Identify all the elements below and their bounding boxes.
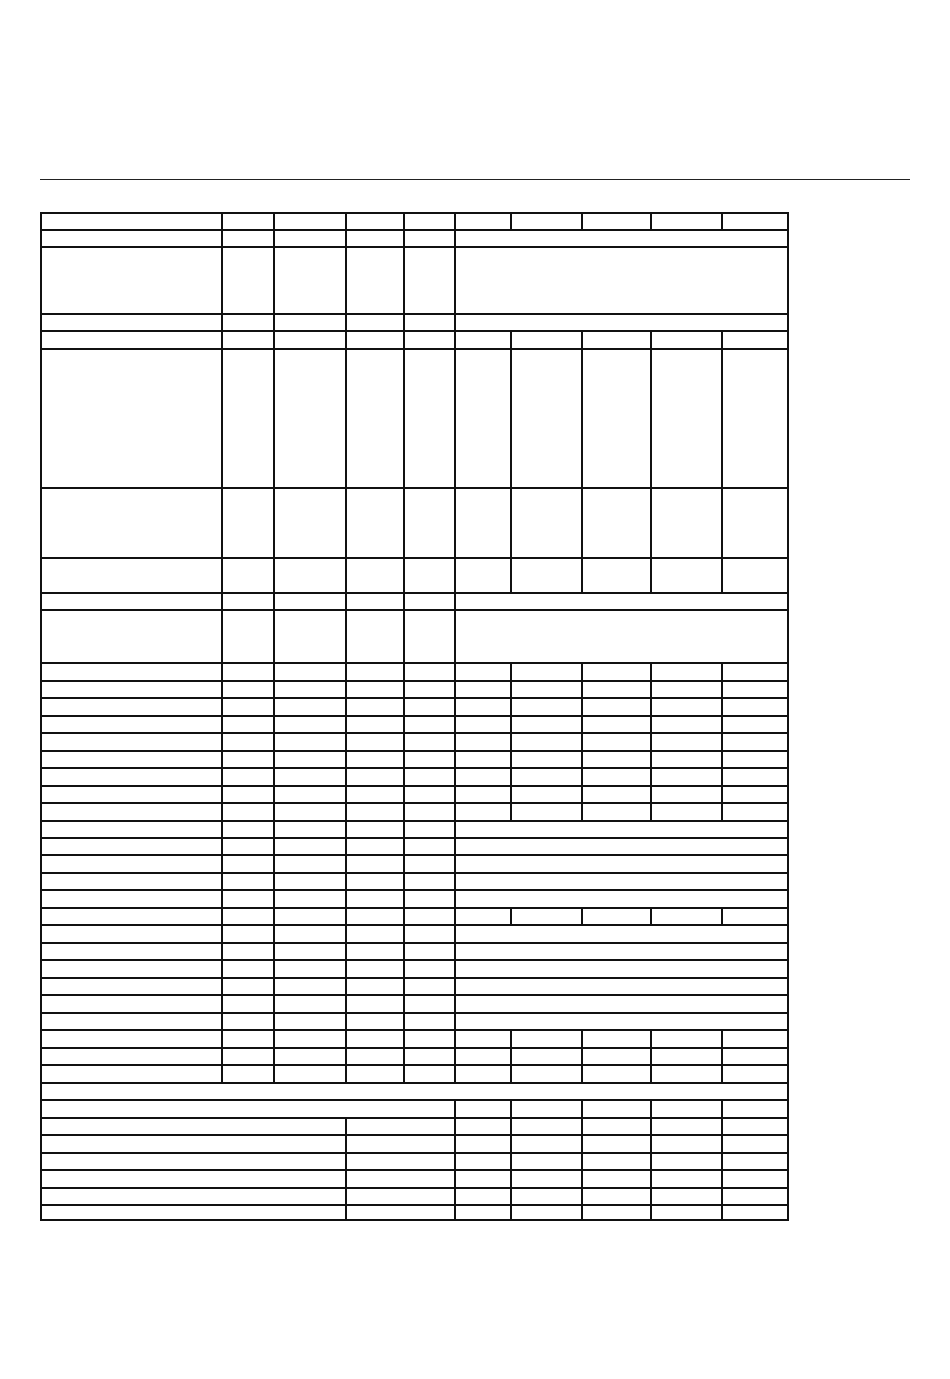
table-row-divider-15 [40,767,787,769]
table-column-divider-6-3 [403,487,405,559]
table-column-divider-7-1 [273,557,275,594]
table-column-divider-25-1 [273,924,275,944]
table-row-divider-24 [40,924,787,926]
table-column-divider-7-5 [510,557,512,594]
table-row-divider-38 [40,1169,787,1171]
table-row-divider-28 [40,994,787,996]
table-column-divider-5-8 [721,348,723,489]
table-column-divider-33-4 [454,1064,456,1084]
table-row-divider-19 [40,837,787,839]
table-row-divider-31 [40,1047,787,1049]
table-column-divider-21-2 [345,854,347,874]
table-column-divider-7-4 [454,557,456,594]
table-row-divider-12 [40,715,787,717]
table-row-divider-16 [40,785,787,787]
table-column-divider-29-4 [454,994,456,1014]
table-column-divider-31-7 [650,1029,652,1049]
table-column-divider-33-1 [273,1064,275,1084]
table-column-divider-16-7 [650,767,652,787]
table-row-divider-26 [40,959,787,961]
table-column-divider-31-8 [721,1029,723,1049]
table-column-divider-40-1 [454,1204,456,1219]
table-column-divider-16-8 [721,767,723,787]
table-column-divider-16-6 [581,767,583,787]
table-column-divider-12-3 [403,697,405,717]
table-column-divider-24-6 [581,907,583,926]
table-row-divider-0 [40,229,787,231]
table-column-divider-40-5 [721,1204,723,1219]
table-column-divider-10-1 [273,662,275,682]
table-column-divider-6-8 [721,487,723,559]
table-column-divider-31-5 [510,1029,512,1049]
table-column-divider-16-2 [345,767,347,787]
table-row-divider-11 [40,697,787,699]
table-column-divider-16-4 [454,767,456,787]
table-column-divider-21-0 [221,854,223,874]
table-column-divider-14-1 [273,732,275,752]
table-column-divider-18-1 [273,802,275,822]
table-row-divider-39 [40,1187,787,1189]
table-column-divider-16-5 [510,767,512,787]
table-column-divider-23-2 [345,889,347,909]
table-row-divider-18 [40,820,787,822]
table-column-divider-36-1 [454,1134,456,1154]
table-row-divider-33 [40,1082,787,1084]
table-column-divider-10-3 [403,662,405,682]
table-column-divider-33-0 [221,1064,223,1084]
table-row-divider-5 [40,487,787,489]
table-column-divider-12-1 [273,697,275,717]
table-column-divider-25-4 [454,924,456,944]
table-column-divider-27-0 [221,959,223,979]
table-column-divider-23-1 [273,889,275,909]
table-column-divider-38-1 [454,1169,456,1189]
table-column-divider-29-1 [273,994,275,1014]
table-column-divider-14-6 [581,732,583,752]
table-column-divider-38-4 [650,1169,652,1189]
table-column-divider-40-4 [650,1204,652,1219]
table-row-divider-10 [40,680,787,682]
table-column-divider-31-6 [581,1029,583,1049]
table-column-divider-9-3 [403,609,405,664]
table-row-divider-1 [40,246,787,248]
table-row-divider-36 [40,1134,787,1136]
table-column-divider-9-1 [273,609,275,664]
table-column-divider-6-7 [650,487,652,559]
table-column-divider-4-3 [403,330,405,350]
table-column-divider-5-7 [650,348,652,489]
table-column-divider-7-6 [581,557,583,594]
table-column-divider-5-1 [273,348,275,489]
table-row-divider-17 [40,802,787,804]
table-column-divider-24-5 [510,907,512,926]
table-column-divider-33-3 [403,1064,405,1084]
table-row-divider-25 [40,942,787,944]
table-column-divider-5-4 [454,348,456,489]
table-row-divider-35 [40,1117,787,1119]
table-column-divider-34-3 [650,1099,652,1119]
table-column-divider-12-0 [221,697,223,717]
table-column-divider-34-0 [454,1099,456,1119]
table-column-divider-38-3 [581,1169,583,1189]
table-column-divider-0-6 [581,212,583,231]
table-column-divider-14-2 [345,732,347,752]
table-column-divider-25-0 [221,924,223,944]
table-column-divider-21-1 [273,854,275,874]
table-column-divider-31-0 [221,1029,223,1049]
table-column-divider-10-8 [721,662,723,682]
table-column-divider-14-3 [403,732,405,752]
table-column-divider-18-3 [403,802,405,822]
table-column-divider-18-0 [221,802,223,822]
table-column-divider-33-5 [510,1064,512,1084]
table-row-divider-2 [40,313,787,315]
table-column-divider-18-6 [581,802,583,822]
table-column-divider-27-3 [403,959,405,979]
table-column-divider-40-3 [581,1204,583,1219]
table-row-divider-7 [40,592,787,594]
table-column-divider-36-3 [581,1134,583,1154]
table-column-divider-5-6 [581,348,583,489]
table-column-divider-18-4 [454,802,456,822]
table-column-divider-14-0 [221,732,223,752]
table-column-divider-18-5 [510,802,512,822]
table-row-divider-3 [40,330,787,332]
table-column-divider-21-3 [403,854,405,874]
table-column-divider-31-2 [345,1029,347,1049]
table-column-divider-16-0 [221,767,223,787]
table-column-divider-7-8 [721,557,723,594]
table-column-divider-34-1 [510,1099,512,1119]
table-column-divider-12-7 [650,697,652,717]
form-table [40,212,789,1220]
table-column-divider-33-7 [650,1064,652,1084]
table-column-divider-29-3 [403,994,405,1014]
table-row-divider-29 [40,1012,787,1014]
table-column-divider-18-2 [345,802,347,822]
table-column-divider-4-0 [221,330,223,350]
table-row-divider-6 [40,557,787,559]
table-column-divider-25-3 [403,924,405,944]
table-row-divider-21 [40,872,787,874]
table-column-divider-36-0 [345,1134,347,1154]
table-column-divider-33-2 [345,1064,347,1084]
table-column-divider-2-3 [403,246,405,315]
table-column-divider-4-7 [650,330,652,350]
table-column-divider-2-2 [345,246,347,315]
table-column-divider-4-5 [510,330,512,350]
table-column-divider-6-4 [454,487,456,559]
table-column-divider-5-3 [403,348,405,489]
table-column-divider-7-0 [221,557,223,594]
table-column-divider-5-0 [221,348,223,489]
table-row-divider-37 [40,1152,787,1154]
table-column-divider-34-2 [581,1099,583,1119]
table-row-divider-20 [40,854,787,856]
table-column-divider-40-2 [510,1204,512,1219]
table-column-divider-9-4 [454,609,456,664]
table-column-divider-38-5 [721,1169,723,1189]
table-column-divider-14-4 [454,732,456,752]
table-column-divider-24-8 [721,907,723,926]
table-row-divider-30 [40,1029,787,1031]
table-column-divider-9-0 [221,609,223,664]
header-rule [40,179,910,180]
table-column-divider-9-2 [345,609,347,664]
table-row-divider-34 [40,1099,787,1101]
table-column-divider-14-7 [650,732,652,752]
table-column-divider-2-4 [454,246,456,315]
table-row-divider-8 [40,609,787,611]
table-row-divider-9 [40,662,787,664]
table-column-divider-4-1 [273,330,275,350]
table-row-divider-27 [40,977,787,979]
table-column-divider-6-5 [510,487,512,559]
table-column-divider-0-5 [510,212,512,231]
table-column-divider-6-6 [581,487,583,559]
table-column-divider-36-2 [510,1134,512,1154]
table-column-divider-5-2 [345,348,347,489]
table-row-divider-14 [40,750,787,752]
table-column-divider-29-0 [221,994,223,1014]
table-row-divider-32 [40,1064,787,1066]
table-column-divider-12-8 [721,697,723,717]
table-row-divider-22 [40,889,787,891]
table-column-divider-12-5 [510,697,512,717]
table-column-divider-34-4 [721,1099,723,1119]
table-column-divider-40-0 [345,1204,347,1219]
table-column-divider-4-6 [581,330,583,350]
table-column-divider-12-2 [345,697,347,717]
table-column-divider-4-4 [454,330,456,350]
table-column-divider-29-2 [345,994,347,1014]
table-column-divider-10-5 [510,662,512,682]
table-column-divider-5-5 [510,348,512,489]
table-column-divider-31-1 [273,1029,275,1049]
table-column-divider-7-3 [403,557,405,594]
table-column-divider-0-8 [721,212,723,231]
table-column-divider-24-7 [650,907,652,926]
table-column-divider-16-1 [273,767,275,787]
table-column-divider-7-2 [345,557,347,594]
table-column-divider-14-8 [721,732,723,752]
table-column-divider-7-7 [650,557,652,594]
table-column-divider-10-2 [345,662,347,682]
table-row-divider-23 [40,907,787,909]
table-column-divider-36-4 [650,1134,652,1154]
table-column-divider-4-8 [721,330,723,350]
table-column-divider-18-7 [650,802,652,822]
table-column-divider-10-6 [581,662,583,682]
table-column-divider-23-4 [454,889,456,909]
table-column-divider-6-2 [345,487,347,559]
table-column-divider-21-4 [454,854,456,874]
table-column-divider-25-2 [345,924,347,944]
table-column-divider-14-5 [510,732,512,752]
table-column-divider-38-0 [345,1169,347,1189]
table-column-divider-23-3 [403,889,405,909]
table-column-divider-6-0 [221,487,223,559]
table-column-divider-18-8 [721,802,723,822]
table-column-divider-10-4 [454,662,456,682]
table-column-divider-0-7 [650,212,652,231]
table-column-divider-10-0 [221,662,223,682]
table-column-divider-2-1 [273,246,275,315]
table-column-divider-23-0 [221,889,223,909]
table-column-divider-38-2 [510,1169,512,1189]
table-row-divider-13 [40,732,787,734]
table-column-divider-6-1 [273,487,275,559]
table-column-divider-16-3 [403,767,405,787]
table-column-divider-36-5 [721,1134,723,1154]
table-column-divider-33-8 [721,1064,723,1084]
table-column-divider-10-7 [650,662,652,682]
table-column-divider-27-2 [345,959,347,979]
table-column-divider-31-3 [403,1029,405,1049]
table-column-divider-2-0 [221,246,223,315]
table-column-divider-27-1 [273,959,275,979]
table-column-divider-12-4 [454,697,456,717]
table-column-divider-4-2 [345,330,347,350]
table-column-divider-33-6 [581,1064,583,1084]
table-row-divider-4 [40,348,787,350]
table-column-divider-27-4 [454,959,456,979]
table-column-divider-31-4 [454,1029,456,1049]
table-column-divider-12-6 [581,697,583,717]
table-row-divider-40 [40,1204,787,1206]
